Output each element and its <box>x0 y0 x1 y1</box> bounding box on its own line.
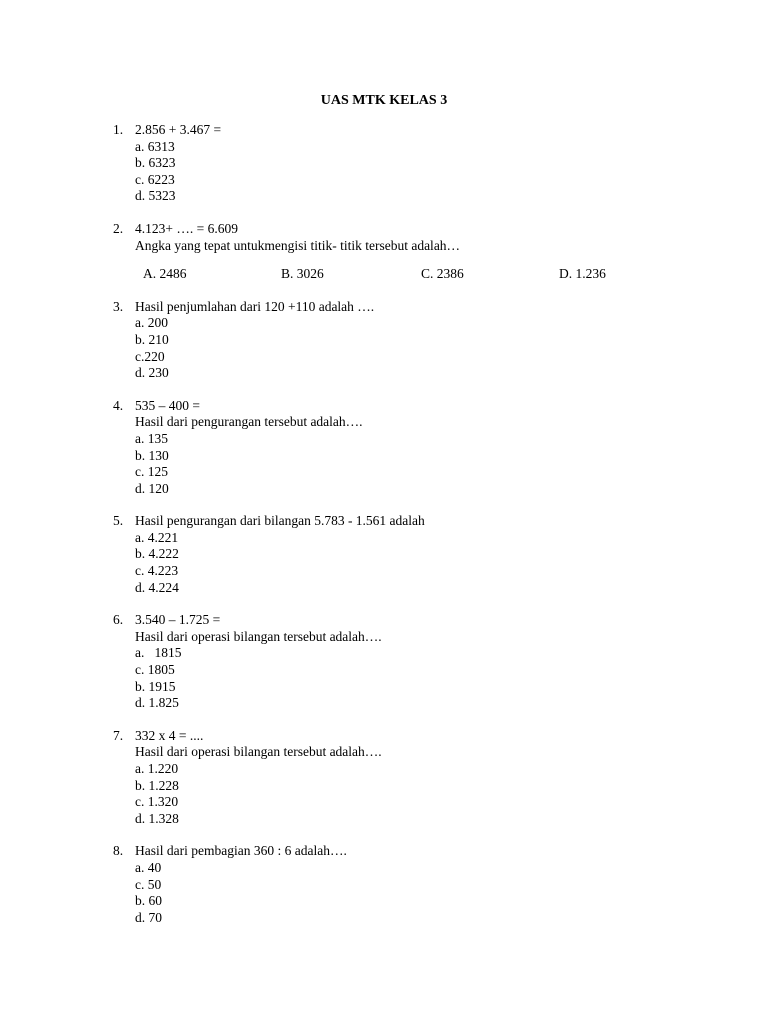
answer-option: c. 125 <box>135 464 168 480</box>
answer-option: d. 70 <box>135 909 162 925</box>
answer-option: b. 1915 <box>135 678 176 694</box>
answer-option: C. 2386 <box>421 266 464 282</box>
answer-option: c. 50 <box>135 876 162 892</box>
question-text: 332 x 4 = .... <box>135 727 204 743</box>
question-text: Hasil dari operasi bilangan tersebut adalah…. <box>135 628 382 644</box>
answer-option: a. 135 <box>135 430 168 446</box>
question-number: 8. <box>113 843 124 859</box>
question-number: 6. <box>113 612 124 628</box>
answer-option: d. 230 <box>135 365 169 381</box>
question-text: 4.123+ …. = 6.609 <box>135 220 238 236</box>
answer-option: d. 5323 <box>135 188 176 204</box>
answer-option: b. 1.228 <box>135 777 179 793</box>
question-text: 3.540 – 1.725 = <box>135 612 221 628</box>
answer-option: A. 2486 <box>143 266 187 282</box>
answer-option: a. 200 <box>135 315 168 331</box>
answer-option: a. 1.220 <box>135 761 179 776</box>
question-2 <box>0 221 768 283</box>
question-text: Hasil penjumlahan dari 120 +110 adalah …. <box>135 298 375 314</box>
answer-option: d. 1.328 <box>135 810 179 826</box>
answer-option: d. 120 <box>135 480 169 496</box>
question-number: 2. <box>113 220 124 236</box>
question-number: 5. <box>113 513 124 529</box>
answer-option: c.220 <box>135 348 165 364</box>
question-1 <box>0 122 768 205</box>
answer-option: a. 1815 <box>135 645 182 661</box>
question-6 <box>0 612 768 712</box>
question-text: Angka yang tepat untukmengisi titik- titik tersebut adalah… <box>135 237 461 253</box>
question-8 <box>0 843 768 926</box>
question-list <box>0 122 768 942</box>
answer-option: c. 1805 <box>135 662 175 678</box>
answer-option: D. 1.236 <box>559 266 606 282</box>
question-text: Hasil pengurangan dari bilangan 5.783 - 1.561 adalah <box>135 513 425 529</box>
question-number: 7. <box>113 727 124 743</box>
answer-option: b. 4.222 <box>135 546 179 562</box>
question-text: Hasil dari pengurangan tersebut adalah…. <box>135 414 363 430</box>
question-text: Hasil dari operasi bilangan tersebut adalah…. <box>135 744 382 760</box>
answer-option: b. 130 <box>135 447 169 463</box>
answer-option: b. 60 <box>135 893 162 909</box>
answer-option: d. 4.224 <box>135 579 179 595</box>
question-text: Hasil dari pembagian 360 : 6 adalah…. <box>135 843 347 859</box>
answer-option: d. 1.825 <box>135 695 179 711</box>
answer-option: a. 4.221 <box>135 529 179 545</box>
answer-option: b. 6323 <box>135 155 176 171</box>
inline-options <box>0 266 768 283</box>
question-text: 2.856 + 3.467 = <box>135 122 222 137</box>
answer-option: c. 1.320 <box>135 794 179 810</box>
question-number: 4. <box>113 397 124 413</box>
answer-option: c. 6223 <box>135 171 175 187</box>
question-7 <box>0 728 768 828</box>
question-number: 3. <box>113 298 124 314</box>
answer-option: a. 6313 <box>135 138 175 154</box>
question-3 <box>0 299 768 382</box>
question-4 <box>0 398 768 498</box>
question-5 <box>0 513 768 596</box>
answer-option: c. 4.223 <box>135 563 179 579</box>
answer-option: b. 210 <box>135 331 169 347</box>
question-number: 1. <box>113 122 124 137</box>
answer-option: B. 3026 <box>281 266 324 282</box>
page-title: UAS MTK KELAS 3 <box>320 93 448 108</box>
question-text: 535 – 400 = <box>135 397 200 413</box>
answer-option: a. 40 <box>135 859 162 875</box>
